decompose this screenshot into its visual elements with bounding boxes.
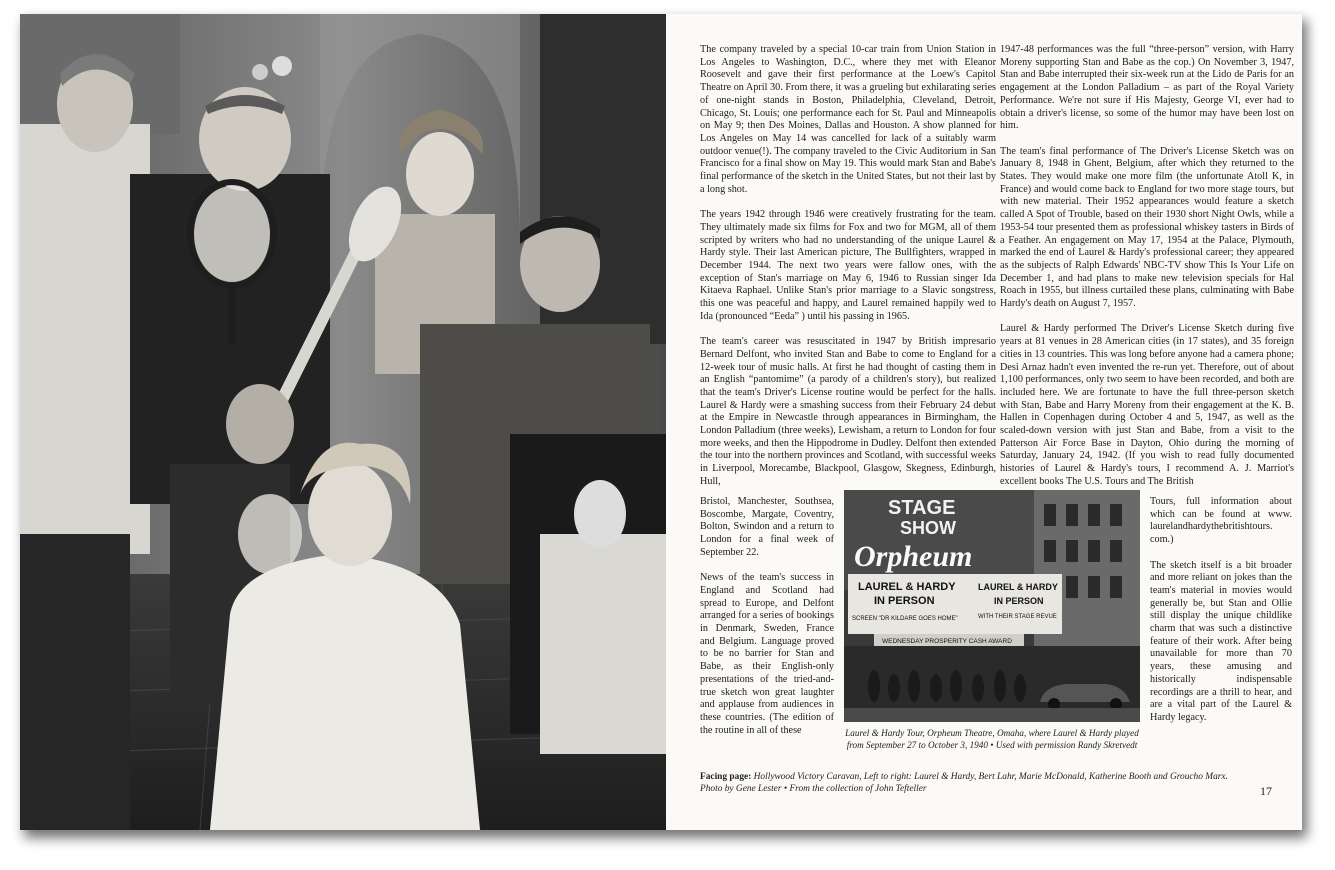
- paragraph: Tours, full information about which can be found at www. laurelandhardythebritishtours. com.): [1150, 496, 1292, 546]
- book-spread: [20, 14, 1302, 830]
- paragraph: The company traveled by a special 10-car train from Union Station in Los Angeles to Washington, D.C., where they met with Eleanor Roosevelt and gave their first performance at the Loew's Capitol Theatre on April 30. From there, it was a grueling but exhilarating series of one-night stands in Boston, Philadelphia, Cleveland, Detroit, Chicago, St. Louis; one performance each for St. Paul and Minneapolis on May 9; then Des Moines, Dallas and Houston. A show planned for Los Angeles on May 14 was cancelled for lack of a suitably warm outdoor venue(!). The company traveled to the Civic Auditorium in San Francisco for a final show on May 19. This would mark Stan and Babe's final performance of the sketch in the United States, but not their last by a long shot.: [700, 44, 996, 195]
- caption-line: from September 27 to October 3, 1940 • Used with permission Randy Skretvedt: [846, 740, 1138, 750]
- facing-photo-credit: Photo by Gene Lester • From the collection of John Tefteller: [700, 784, 927, 795]
- paragraph: News of the team's success in England and Scotland had spread to Europe, and Delfont arranged for a series of bookings in Denmark, Sweden, France and Belgium. Language proved to be no barrier for Stan and Babe, as their English-only presentations of the tried-and-true sketch won great laughter and applause from audiences in these countries. (The edition of the routine in all of these: [700, 572, 834, 736]
- orpheum-theatre-photo: [844, 490, 1140, 722]
- marquee-right-line1: LAUREL & HARDY: [978, 582, 1058, 592]
- paragraph: The team's career was resuscitated in 1947 by British impresario Bernard Delfont, who invited Stan and Babe to come to England for a 12-week tour of music halls. At first he had thought of casting them in an English “pantomime” (a parody of a children's story), but realized that the team's Driver's License routine would be perfect for the halls. Laurel & Hardy were a smashing success from their February 24 debut at the Empire in Newcastle through appearances in Birmingham, the London Palladium (three weeks), Lewisham, a return to London for four more weeks, and then the Hippodrome in Dudley. Delfont then extended the tour into the northern provinces and Scotland, with successful weeks in Liverpool, Morecambe, Blackpool, Glasgow, Skegness, Edinburgh, Hull,: [700, 336, 996, 487]
- paragraph: Bristol, Manchester, Southsea, Boscombe, Margate, Coventry, Bolton, Swindon and a return to London for a final week of September 22.: [700, 496, 834, 558]
- paragraph: Laurel & Hardy performed The Driver's License Sketch during five years at 81 venues in 28 American cities (in 17 states), and 35 foreign cities in 13 countries. This was long before anyone had a camera phone; Desi Arnaz hadn't even invented the re-run yet. Therefore, out of about 1,100 performances, only two seem to have been recorded, and both are included here. We are fortunate to have the full three-person sketch with Stan, Babe and Harry Moreny from their engagement at the K. B. Hallen in Copenhagen during October 4 and 5, 1947, as well as the scaled-down version with just Stan and Babe, from a visit to the Patterson Air Force Base in Dayton, Ohio during the morning of Saturday, January 24, 1942. (If you wish to read fully documented histories of Laurel & Hardy's tours, I recommend A. J. Marriot's excellent books The U.S. Tours and The British: [1000, 323, 1294, 487]
- marquee-right-line2: IN PERSON: [994, 596, 1044, 606]
- marquee-left-line3: SCREEN "DR KILDARE GOES HOME": [852, 616, 958, 622]
- inset-photo-caption: [844, 727, 1140, 751]
- paragraph: The team's final performance of The Driver's License Sketch was on January 8, 1948 in Ghent, Belgium, after which they returned to the States. They would make one more film (the unfortunate Atoll K, in France) and would come back to England for two more stage tours, but with new material. Their 1952 appearances would feature a sketch called A Spot of Trouble, based on their 1930 short Night Owls, while a 1953-54 tour presented them as professional whiskey tasters in Birds of a Feather. An engagement on May 17, 1954 at the Palace, Plymouth, marked the end of Laurel & Hardy's professional career; they appeared as the subjects of Ralph Edwards' NBC-TV show This Is Your Life on December 1, and had plans to make new television specials for Hal Roach in 1955, but illness curtailed these plans, culminating with Babe Hardy's death on August 7, 1957.: [1000, 145, 1294, 310]
- facing-label: Facing page:: [700, 772, 752, 782]
- column-left-lower: [700, 496, 834, 750]
- column-right-upper: [1000, 44, 1294, 489]
- sign-orpheum: Orpheum: [854, 540, 973, 573]
- sign-stage: STAGE: [888, 497, 956, 519]
- paragraph: 1947-48 performances was the full “three-person” version, with Harry Moreny supporting Stan and Babe as the cop.) On November 3, 1947, Stan and Babe interrupted their six-week run at the Lido de Paris for an engagement at the London Palladium – as part of the Royal Variety Performance. We're not sure if His Majesty, George VI, ever had to obtain a driver's license, so some of the humor may have been lost on him.: [1000, 44, 1294, 132]
- theatre-marquee-illustration: [844, 490, 1140, 722]
- facing-credit-line2: [700, 783, 1260, 795]
- facing-page-photograph: [20, 14, 666, 830]
- marquee-banner: WEDNESDAY PROSPERITY CASH AWARD: [882, 638, 1012, 645]
- page-number: 17: [1260, 784, 1272, 798]
- marquee-left-line1: LAUREL & HARDY: [858, 581, 956, 593]
- paragraph: The sketch itself is a bit broader and more reliant on jokes than the team's material in movies would generally be, but Stan and Ollie still display the unique childlike charm that was such a distinctive feature of their work. After being unavailable for more than 70 years, these amusing and historically indispensable recordings are a thrill to hear, and are a vital part of the Laurel & Hardy legacy.: [1150, 559, 1292, 723]
- column-left-upper: [700, 44, 996, 489]
- marquee-right-line3: WITH THEIR STAGE REVUE: [978, 614, 1057, 620]
- paragraph: The years 1942 through 1946 were creatively frustrating for the team. They ultimately made six films for Fox and two for MGM, all of them scripted by writers who had no understanding of the unique Laurel & Hardy style. Their last American picture, The Bullfighters, wrapped in December 1944. The next two years were fallow ones, with the exception of Stan's marriage on May 6, 1946 to Russian singer Ida Kitaeva Raphael. Unlike Stan's prior marriage to a Slavic songstress, this one was peaceful and happy, and Laurel remained happily wed to Ida (pronounced “Eeda” ) until his passing in 1965.: [700, 209, 996, 322]
- marquee-left-line2: IN PERSON: [874, 595, 935, 607]
- facing-credit-line1: [700, 771, 1260, 783]
- facing-page-credit: [700, 771, 1260, 796]
- group-photo-illustration: [20, 14, 666, 830]
- text-page: [666, 14, 1302, 830]
- facing-description: Hollywood Victory Caravan, Left to right: Laurel & Hardy, Bert Lahr, Marie McDonald, Katherine Booth and Groucho Marx.: [753, 772, 1228, 782]
- sign-show: SHOW: [900, 518, 956, 538]
- column-right-lower: [1150, 496, 1292, 737]
- caption-line: Laurel & Hardy Tour, Orpheum Theatre, Omaha, where Laurel & Hardy played: [845, 728, 1139, 738]
